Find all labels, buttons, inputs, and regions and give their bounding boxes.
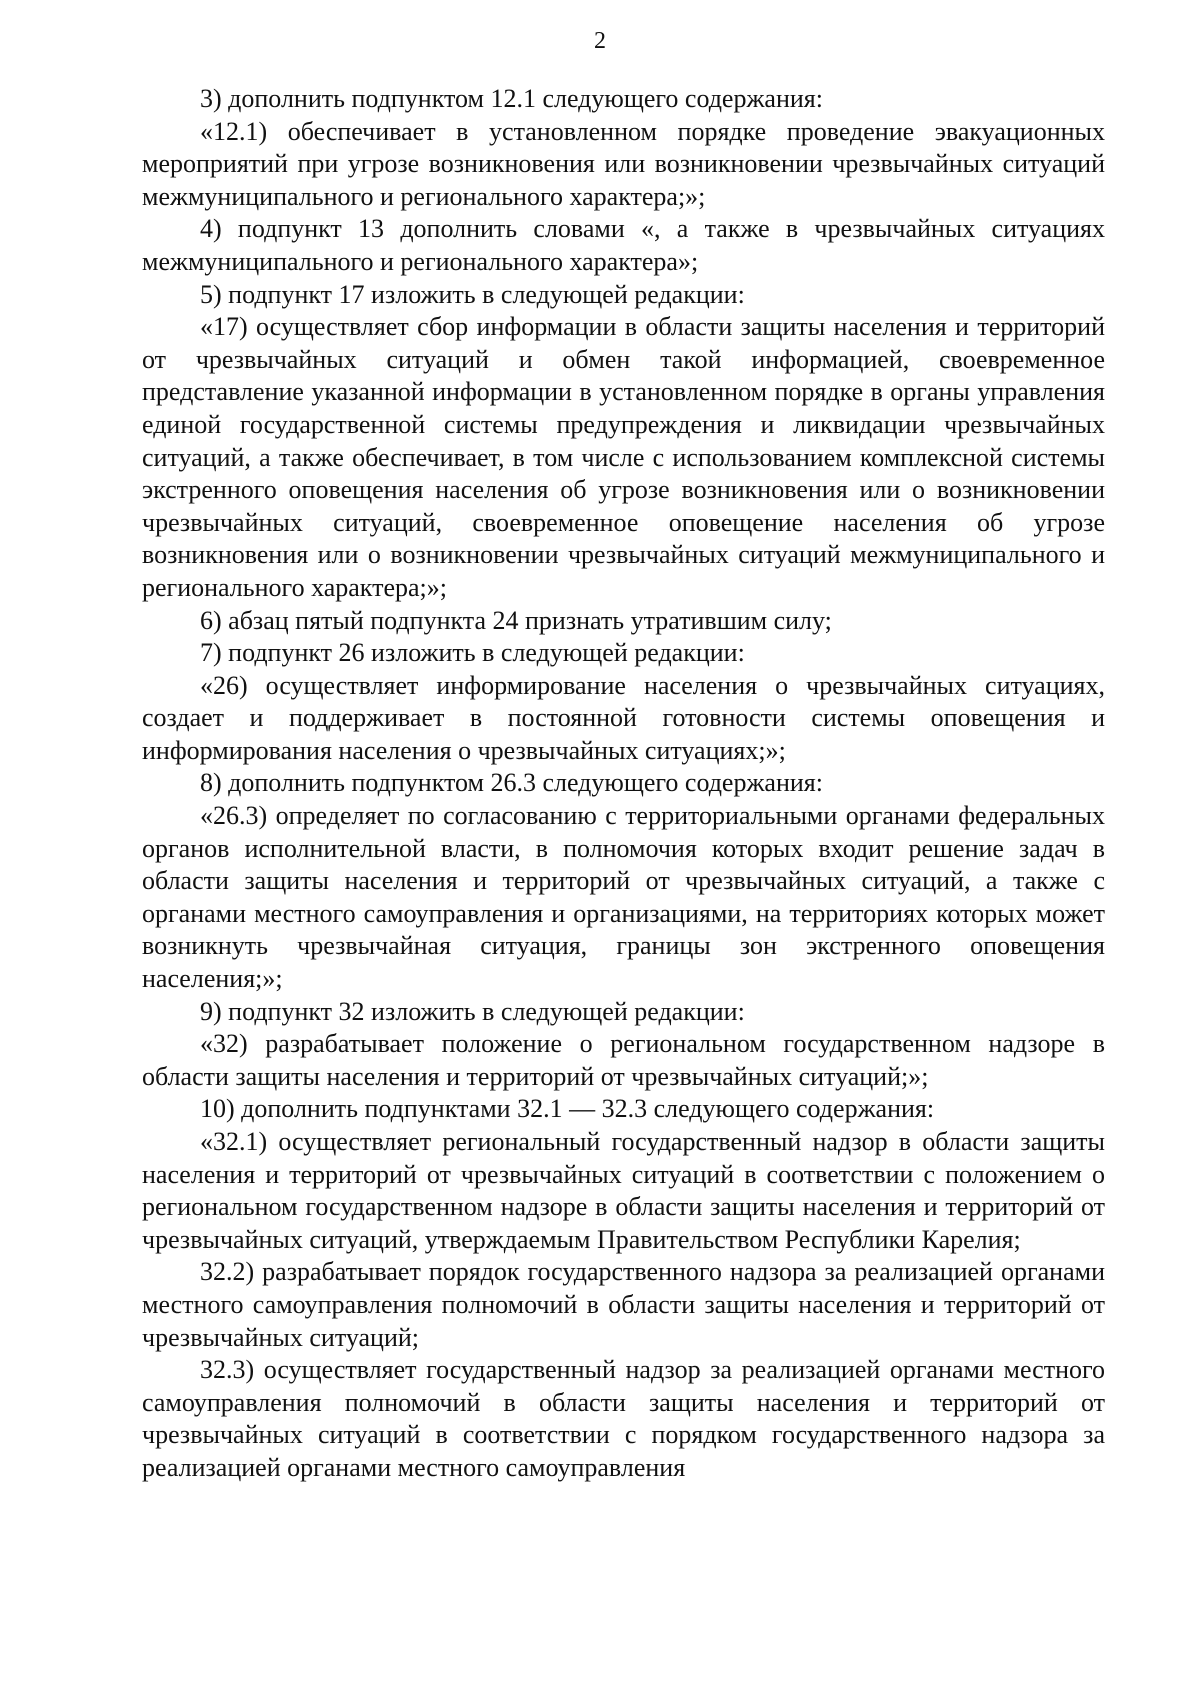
paragraph-item-5: 5) подпункт 17 изложить в следующей редакции: <box>200 279 745 309</box>
document-body <box>142 83 1105 1485</box>
paragraph-32-2: 32.2) разрабатывает порядок государственного надзора за реализацией органами местного самоуправления полномочий в области защиты населения и территорий от чрезвычайных ситуаций; <box>142 1257 1105 1352</box>
paragraph-quote-26: «26) осуществляет информирование населения о чрезвычайных ситуациях, создает и поддерживает в постоянной готовности системы оповещения и информирования населения о чрезвычайных ситуациях;»; <box>142 670 1105 765</box>
paragraph-quote-26-3: «26.3) определяет по согласованию с территориальными органами федеральных органов исполнительной власти, в полномочия которых входит решение задач в области защиты населения и территорий от чрезвычайных ситуаций, а также с органами местного самоуправления и организациями, на территориях которых может возникнуть чрезвычайная ситуация, границы зон экстренного оповещения населения;»; <box>142 801 1105 994</box>
paragraph-item-9: 9) подпункт 32 изложить в следующей редакции: <box>200 996 745 1026</box>
paragraph-item-7: 7) подпункт 26 изложить в следующей редакции: <box>200 638 745 668</box>
paragraph-item-4: 4) подпункт 13 дополнить словами «, а также в чрезвычайных ситуациях межмуниципального и регионального характера»; <box>142 214 1105 276</box>
paragraph-item-3: 3) дополнить подпунктом 12.1 следующего содержания: <box>200 84 823 113</box>
paragraph-item-10: 10) дополнить подпунктами 32.1 — 32.3 следующего содержания: <box>200 1094 935 1124</box>
paragraph-quote-12-1: «12.1) обеспечивает в установленном порядке проведение эвакуационных мероприятий при угрозе возникновения или возникновении чрезвычайных ситуаций межмуниципального и регионального характера;»; <box>142 116 1105 211</box>
paragraph-item-6: 6) абзац пятый подпункта 24 признать утратившим силу; <box>200 605 832 635</box>
paragraph-quote-17: «17) осуществляет сбор информации в области защиты населения и территорий от чрезвычайных ситуаций и обмен такой информацией, своевременное представление указанной информации в установленном порядке в органы управления единой государственной системы предупреждения и ликвидации чрезвычайных ситуаций, а также обеспечивает, в том числе с использованием комплексной системы экстренного оповещения населения об угрозе возникновения или о возникновении чрезвычайных ситуаций, своевременное оповещение населения об угрозе возникновения или о возникновении чрезвычайных ситуаций межмуниципального и регионального характера;»; <box>142 312 1105 602</box>
page-number: 2 <box>594 28 606 54</box>
paragraph-quote-32: «32) разрабатывает положение о региональном государственном надзоре в области защиты населения и территорий от чрезвычайных ситуаций;»; <box>142 1029 1105 1091</box>
paragraph-quote-32-1: «32.1) осуществляет региональный государственный надзор в области защиты населения и территорий от чрезвычайных ситуаций в соответствии с положением о региональном государственном надзоре в области защиты населения и территорий от чрезвычайных ситуаций, утверждаемым Правительством Республики Карелия; <box>142 1127 1105 1254</box>
paragraph-item-8: 8) дополнить подпунктом 26.3 следующего содержания: <box>200 768 823 798</box>
paragraph-32-3: 32.3) осуществляет государственный надзор за реализацией органами местного самоуправления полномочий в области защиты населения и территорий от чрезвычайных ситуаций в соответствии с порядком государственного надзора за реализацией органами местного самоуправления <box>142 1355 1105 1482</box>
